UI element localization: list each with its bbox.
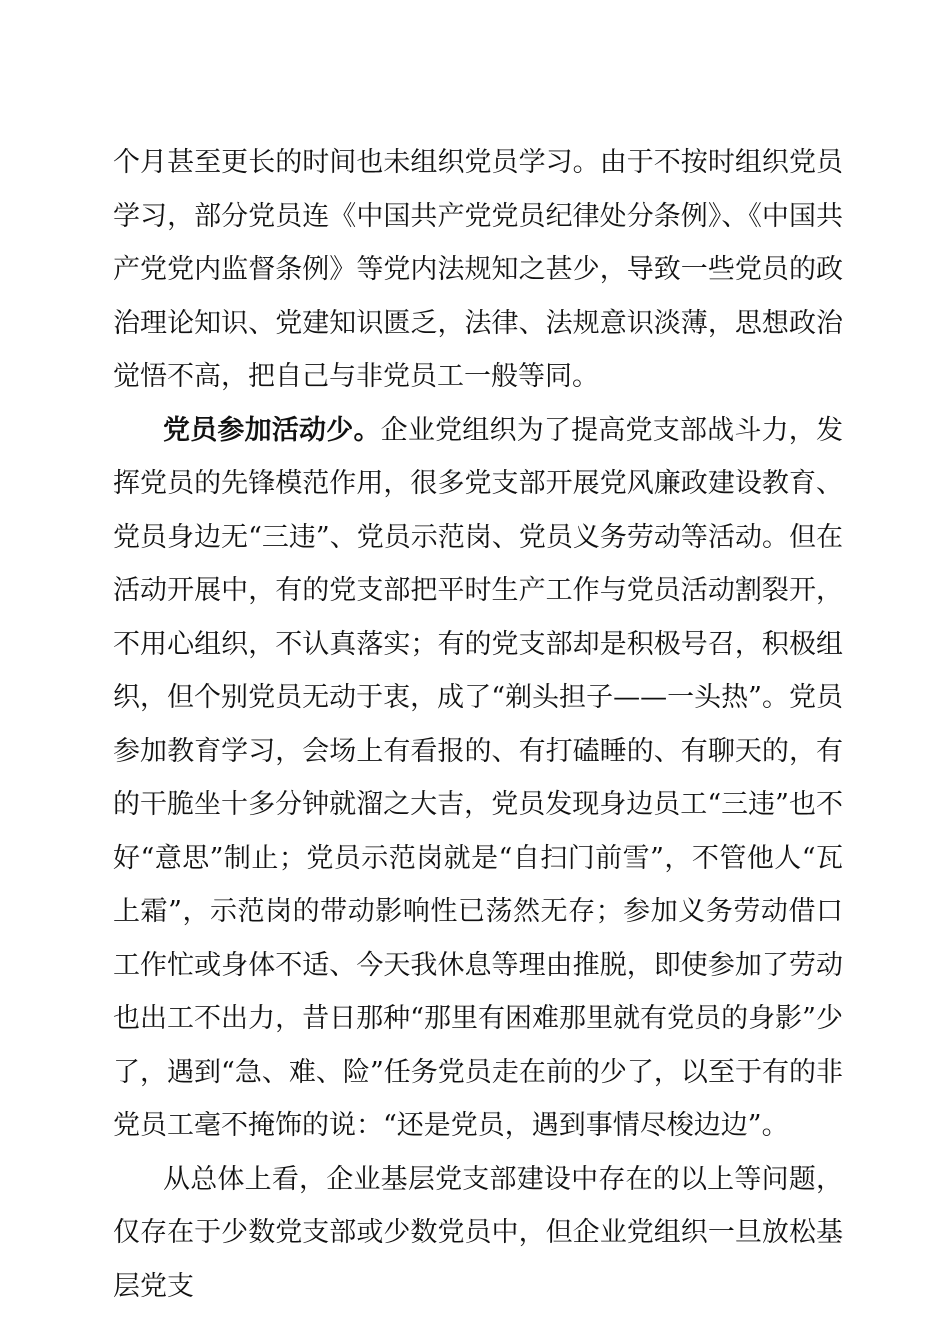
paragraph-text: 企业党组织为了提高党支部战斗力，发挥党员的先锋模范作用，很多党支部开展党风廉政建设教育、党员身边无“三违”、党员示范岗、党员义务劳动等活动。但在活动开展中，有的党支部把平时生产工作与党员活动割裂开，不用心组织，不认真落实；有的党支部却是积极号召，积极组织，但个别党员无动于衷，成了“剃头担子——一头热”。党员参加教育学习，会场上有看报的、有打磕睡的、有聊天的，有的干脆坐十多分钟就溜之大吉，党员发现身边员工“三违”也不好“意思”制止；党员示范岗就是“自扫门前雪”，不管他人“瓦上霜”，示范岗的带动影响性已荡然无存；参加义务劳动借口工作忙或身体不适、今天我休息等理由推脱，即使参加了劳动也出工不出力，昔日那种“那里有困难那里就有党员的身影”少了，遇到“急、难、险”任务党员走在前的少了，以至于有的非党员工毫不掩饰的说：“还是党员，遇到事情尽梭边边”。: [113, 414, 844, 1141]
document-body: [113, 136, 843, 1313]
paragraph-continuation: [113, 136, 843, 404]
paragraph-party-activities: [113, 404, 843, 1153]
paragraph-text: 从总体上看，企业基层党支部建设中存在的以上等问题，仅存在于少数党支部或少数党员中，但企业党组织一旦放松基层党支: [113, 1163, 843, 1302]
paragraph-lead-heading: 党员参加活动少。: [163, 414, 381, 446]
paragraph-text: 个月甚至更长的时间也未组织党员学习。由于不按时组织党员学习，部分党员连《中国共产党党员纪律处分条例》、《中国共产党党内监督条例》等党内法规知之甚少，导致一些党员的政治理论知识、党建知识匮乏，法律、法规意识淡薄，思想政治觉悟不高，把自己与非党员工一般等同。: [113, 147, 843, 392]
paragraph-overall: [113, 1153, 843, 1314]
